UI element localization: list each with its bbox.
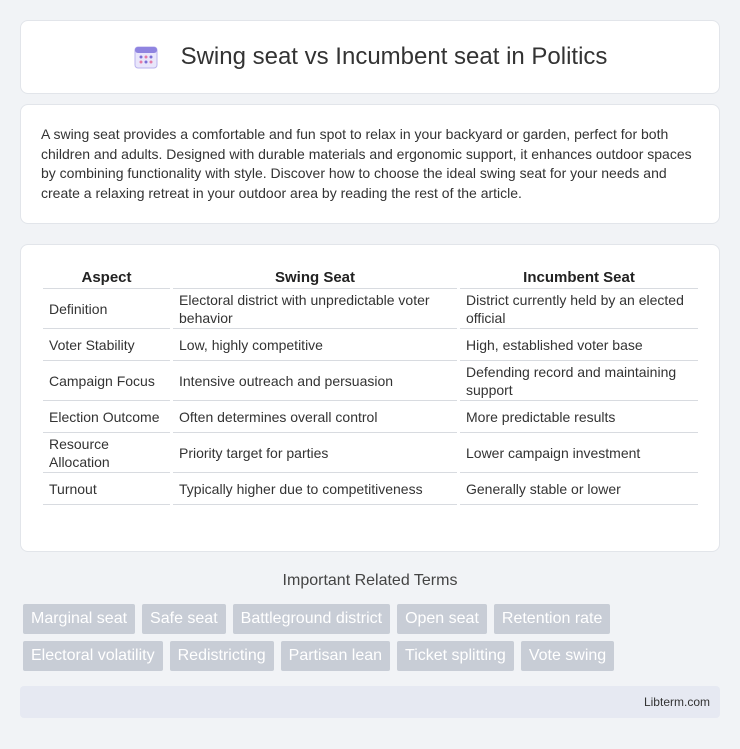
related-terms-title: Important Related Terms <box>282 572 458 589</box>
aspect-cell: Election Outcome <box>43 401 170 433</box>
incumbent-cell: High, established voter base <box>460 329 698 361</box>
table-row <box>43 361 698 401</box>
aspect-cell: Turnout <box>43 473 170 505</box>
incumbent-cell: Generally stable or lower <box>460 473 698 505</box>
comparison-table <box>43 265 698 505</box>
footer <box>20 686 720 718</box>
aspect-cell: Voter Stability <box>43 329 170 361</box>
incumbent-cell: More predictable results <box>460 401 698 433</box>
swing-cell: Typically higher due to competitiveness <box>173 473 457 505</box>
intro-paragraph: A swing seat provides a comfortable and fun spot to relax in your backyard or garden, perfect for both children and adults. Designed with durable materials and ergonomic support, it enhances outdoor spaces by combining functionality with style. Discover how to choose the ideal swing seat for your needs and create a relaxing retreat in your outdoor area by reading the rest of the article. <box>41 126 692 201</box>
tag-marginal-seat[interactable]: Marginal seat <box>23 604 135 634</box>
table-row <box>43 289 698 329</box>
swing-cell: Intensive outreach and persuasion <box>173 361 457 401</box>
swing-cell: Priority target for parties <box>173 433 457 473</box>
footer-site-link[interactable]: Libterm.com <box>643 695 710 709</box>
aspect-cell: Definition <box>43 289 170 329</box>
tag-battleground-district[interactable]: Battleground district <box>233 604 390 634</box>
tag-electoral-volatility[interactable]: Electoral volatility <box>23 641 163 671</box>
related-terms-tags <box>23 604 723 678</box>
comparison-card <box>20 244 720 552</box>
incumbent-cell: District currently held by an elected official <box>460 289 698 329</box>
aspect-cell: Resource Allocation <box>43 433 170 473</box>
tag-partisan-lean[interactable]: Partisan lean <box>281 641 390 671</box>
aspect-cell: Campaign Focus <box>43 361 170 401</box>
header-swing-seat: Swing Seat <box>173 265 457 289</box>
swing-cell: Low, highly competitive <box>173 329 457 361</box>
header-aspect: Aspect <box>43 265 170 289</box>
table-row <box>43 433 698 473</box>
incumbent-cell: Defending record and maintaining support <box>460 361 698 401</box>
tag-ticket-splitting[interactable]: Ticket splitting <box>397 641 514 671</box>
header-incumbent-seat: Incumbent Seat <box>460 265 698 289</box>
page-title: Swing seat vs Incumbent seat in Politics <box>180 43 608 70</box>
calendar-icon <box>133 44 159 70</box>
table-row <box>43 473 698 505</box>
tag-row <box>23 641 723 671</box>
tag-vote-swing[interactable]: Vote swing <box>521 641 614 671</box>
swing-cell: Often determines overall control <box>173 401 457 433</box>
table-row <box>43 401 698 433</box>
tag-open-seat[interactable]: Open seat <box>397 604 487 634</box>
tag-row <box>23 604 723 634</box>
title-card <box>20 20 720 94</box>
incumbent-cell: Lower campaign investment <box>460 433 698 473</box>
table-header-row <box>43 265 698 289</box>
tag-retention-rate[interactable]: Retention rate <box>494 604 611 634</box>
intro-card <box>20 104 720 224</box>
tag-redistricting[interactable]: Redistricting <box>170 641 274 671</box>
tag-safe-seat[interactable]: Safe seat <box>142 604 226 634</box>
table-row <box>43 329 698 361</box>
swing-cell: Electoral district with unpredictable voter behavior <box>173 289 457 329</box>
